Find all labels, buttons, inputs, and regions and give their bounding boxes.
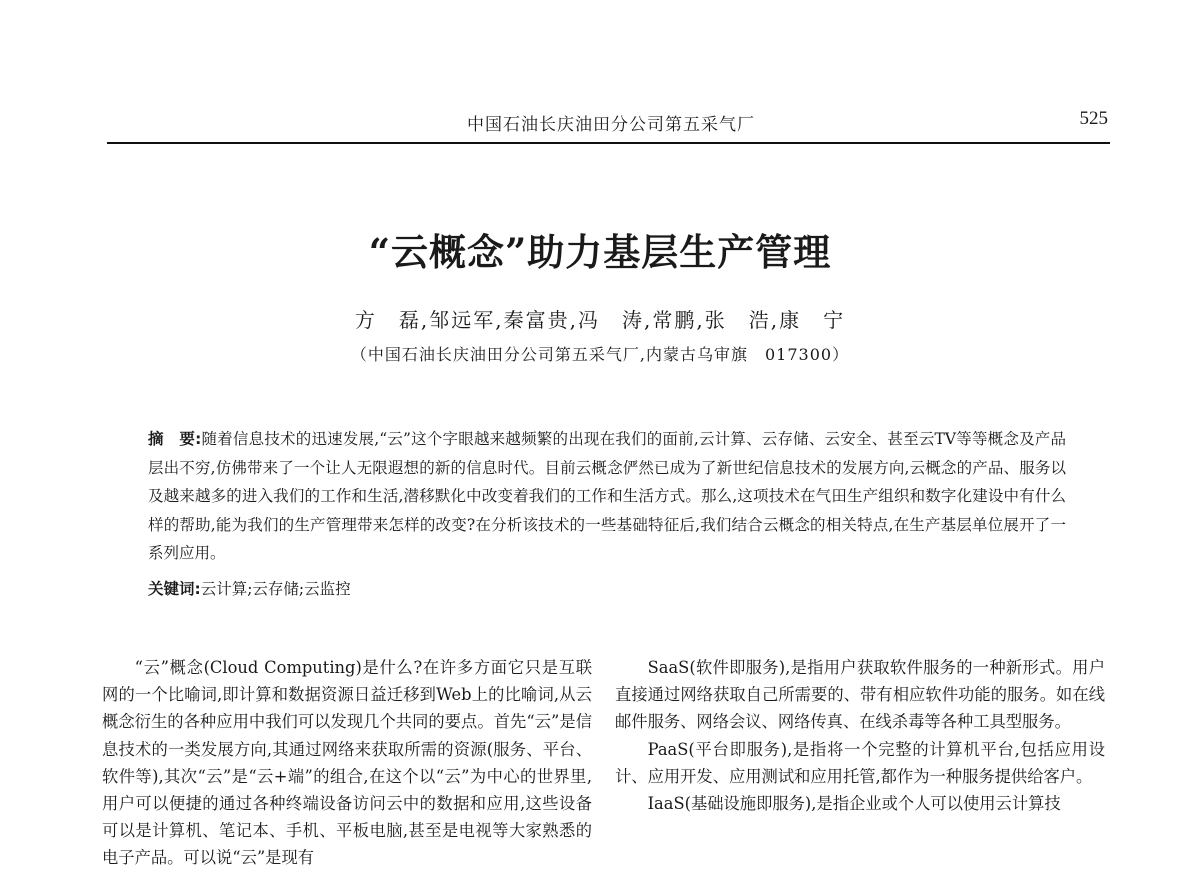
keywords <box>148 575 1066 603</box>
journal-name: 中国石油长庆油田分公司第五采气厂 <box>467 115 755 135</box>
affiliation: （中国石油长庆油田分公司第五采气厂,内蒙古乌审旗 017300） <box>350 345 850 364</box>
abstract-text: 随着信息技术的迅速发展,“云”这个字眼越来越频繁的出现在我们的面前,云计算、云存储、云安全、甚至云TV等等概念及产品层出不穷,仿佛带来了一个让人无限遐想的新的信息时代。目前云概念俨然已成为了新世纪信息技术的发展方向,云概念的产品、服务以及越来越多的进入我们的工作和生活,潜移默化中改变着我们的工作和生活方式。那么,这项技术在气田生产组织和数字化建设中有什么样的帮助,能为我们的生产管理带来怎样的改变?在分析该技术的一些基础特征后,我们结合云概念的相关特点,在生产基层单位展开了一系列应用。 <box>148 430 1066 562</box>
author-list: 方 磊,邹远军,秦富贵,冯 涛,常鹏,张 浩,康 宁 <box>354 308 846 332</box>
keywords-text: 云计算;云存储;云监控 <box>200 580 351 598</box>
keywords-label: 关键词: <box>148 580 201 598</box>
paragraph: “云”概念(Cloud Computing)是什么?在许多方面它只是互联网的一个比喻词,即计算和数据资源日益迁移到Web上的比喻词,从云概念衍生的各种应用中我们可以发现几个共同的要点。首先“云”是信息技术的一类发展方向,其通过网络来获取所需的资源(服务、平台、软件等),其次“云”是“云+端”的组合,在这个以“云”为中心的世界里,用户可以便捷的通过各种终端设备访问云中的数据和应用,这些设备可以是计算机、笔记本、手机、平板电脑,甚至是电视等大家熟悉的电子产品。可以说“云”是现有 <box>102 658 592 868</box>
abstract <box>148 425 1066 568</box>
page-number: 525 <box>1079 108 1108 129</box>
abstract-label: 摘 要: <box>148 430 202 448</box>
body-column-left <box>102 654 592 872</box>
paragraph-paas: PaaS(平台即服务),是指将一个完整的计算机平台,包括应用设计、应用开发、应用测试和应用托管,都作为一种服务提供给客户。 <box>615 739 1105 786</box>
paragraph-iaas: IaaS(基础设施即服务),是指企业或个人可以使用云计算技 <box>647 794 1061 814</box>
running-header <box>107 100 1110 144</box>
paper-title: “云概念”助力基层生产管理 <box>368 230 832 274</box>
body-column-right <box>615 654 1105 817</box>
paragraph-saas: SaaS(软件即服务),是指用户获取软件服务的一种新形式。用户直接通过网络获取自己所需要的、带有相应软件功能的服务。如在线邮件服务、网络会议、网络传真、在线杀毒等各种工具型服务。 <box>615 658 1105 732</box>
